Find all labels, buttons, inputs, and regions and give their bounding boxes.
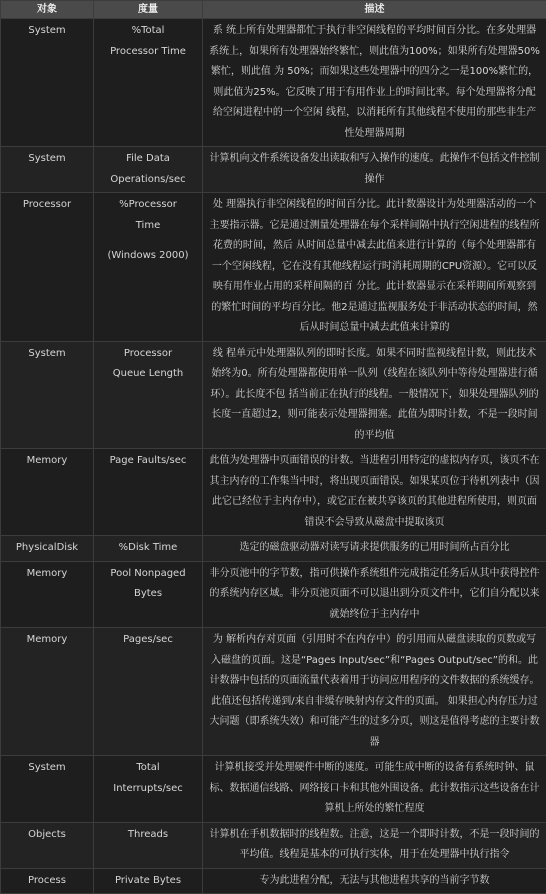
measure-line: Interrupts/sec xyxy=(100,779,196,800)
row-object: Memory xyxy=(1,561,94,628)
measure-line: Operations/sec xyxy=(100,170,196,191)
row-object: PhysicalDisk xyxy=(1,536,94,562)
measure-line: Processor Time xyxy=(100,42,196,63)
measure-line: Pool Nonpaged xyxy=(100,564,196,585)
row-object: Process xyxy=(1,868,94,894)
row-measure xyxy=(94,19,203,147)
measure-line: %Disk Time xyxy=(100,538,196,559)
row-description: 计算机向文件系统设备发出读取和写入操作的速度。此操作不包括文件控制操作 xyxy=(203,147,546,193)
measure-line: Threads xyxy=(100,825,196,846)
row-description: 计算机接受并处理硬件中断的速度。可能生成中断的设备有系统时钟、鼠标、数据通信线路、网络接口卡和其他外围设备。此计数指示这些设备在计算机上所处的繁忙程度 xyxy=(203,756,546,823)
row-object: Processor xyxy=(1,193,94,342)
row-description: 线 程单元中处理器队列的即时长度。如果不同时监视线程计数，则此技术始终为0。所有处理器都使用单一队列（线程在该队列中等待处理器进行循环）。此长度不包 括当前正在执行的线程。一般情况下，如果处理器队列的长度一直超过2，则可能表示处理器拥塞。此值为即时计数，不是一段时间的平均值 xyxy=(203,341,546,449)
row-measure xyxy=(94,193,203,342)
measure-line: Queue Length xyxy=(100,364,196,385)
header-description: 描述 xyxy=(203,1,546,19)
measure-line: Processor xyxy=(100,344,196,365)
measure-line: (Windows 2000) xyxy=(100,246,196,267)
row-description: 处 理器执行非空闲线程的时间百分比。此计数器设计为处理器活动的一个主要指示器。它是通过测量处理器在每个采样间隔中执行空闲进程的线程所花费的时间，然后 从时间总量中减去此值来进行计算的（每个处理器都有一个空闲线程，它在没有其他线程运行时消耗周期的CPU资源）。它可以反映有用作业占用的采样间隔的百 分比。此计数器显示在采样期间所观察到的繁忙时间的平均百分比。他2是通过监视服务处于非活动状态的时间，然后从时间总量中减去此值来计算的 xyxy=(203,193,546,342)
table-row xyxy=(1,868,546,894)
measure-line: Bytes xyxy=(100,584,196,605)
table-row xyxy=(1,628,546,756)
row-measure xyxy=(94,628,203,756)
measure-line: Time xyxy=(100,216,196,237)
row-measure xyxy=(94,868,203,894)
row-description: 非分页池中的字节数，指可供操作系统组件完成指定任务后从其中获得控件的系统内存区域。非分页池页面不可以退出到分页文件中，它们自分配以来就始终位于主内存中 xyxy=(203,561,546,628)
row-measure xyxy=(94,536,203,562)
header-object: 对象 xyxy=(1,1,94,19)
measure-line: Total xyxy=(100,758,196,779)
row-description: 为 解析内存对页面（引用时不在内存中）的引用而从磁盘读取的页数或写入磁盘的页面。这是“Pages Input/sec”和“Pages Output/sec”的和。此计数器中包括的页面流量代表着用于访问应用程序的文件数据的系统缓存。此值还包括传递到/来自非缓存映射内存文件的页面。 如果担心内存压力过大问题（即系统失效）和可能产生的过多分页，则这是值得考虑的主要计数器 xyxy=(203,628,546,756)
row-object: System xyxy=(1,341,94,449)
row-measure xyxy=(94,822,203,868)
table-row xyxy=(1,756,546,823)
table-row xyxy=(1,561,546,628)
row-object: System xyxy=(1,147,94,193)
row-object: System xyxy=(1,756,94,823)
row-description: 系 统上所有处理器都忙于执行非空闲线程的平均时间百分比。在多处理器系统上，如果所有处理器始终繁忙，则此值为100%；如果所有处理器50%繁忙，则此值 为 50%；而如果这些处理器中的四分之一是100%繁忙的，则此值为25%。它反映了用于有用作业上的时间比率。每个处理器将分配给空闲进程中的一个空闲 线程，以消耗所有其他线程不使用的那些非生产性处理器周期 xyxy=(203,19,546,147)
row-description: 此值为处理器中页面错误的计数。当进程引用特定的虚拟内存页，该页不在其主内存的工作集当中时，将出现页面错误。如果某页位于待机列表中（因此它已经位于主内存中），或它正在被共享该页的其他进程所使用，则页面错误不会导致从磁盘中提取该页 xyxy=(203,449,546,536)
row-measure xyxy=(94,449,203,536)
table-row xyxy=(1,193,546,342)
table-row xyxy=(1,822,546,868)
measure-line: %Total xyxy=(100,21,196,42)
row-description: 选定的磁盘驱动器对读写请求提供服务的已用时间所占百分比 xyxy=(203,536,546,562)
row-measure xyxy=(94,341,203,449)
header-measure: 度量 xyxy=(94,1,203,19)
row-description: 专为此进程分配，无法与其他进程共享的当前字节数 xyxy=(203,868,546,894)
measure-line: File Data xyxy=(100,149,196,170)
measure-line: Private Bytes xyxy=(100,871,196,892)
row-measure xyxy=(94,561,203,628)
table-row xyxy=(1,19,546,147)
table-row xyxy=(1,536,546,562)
table-row xyxy=(1,341,546,449)
row-object: Memory xyxy=(1,449,94,536)
table-header-row xyxy=(1,1,546,19)
measure-line: %Processor xyxy=(100,195,196,216)
row-description: 计算机在手机数据时的线程数。注意，这是一个即时计数，不是一段时间的平均值。线程是基本的可执行实体，用于在处理器中执行指令 xyxy=(203,822,546,868)
table-body xyxy=(1,19,546,894)
measure-line: Page Faults/sec xyxy=(100,451,196,472)
table-row xyxy=(1,147,546,193)
row-measure xyxy=(94,147,203,193)
row-measure xyxy=(94,756,203,823)
row-object: System xyxy=(1,19,94,147)
measure-line: Pages/sec xyxy=(100,630,196,651)
row-object: Memory xyxy=(1,628,94,756)
row-object: Objects xyxy=(1,822,94,868)
table-row xyxy=(1,449,546,536)
